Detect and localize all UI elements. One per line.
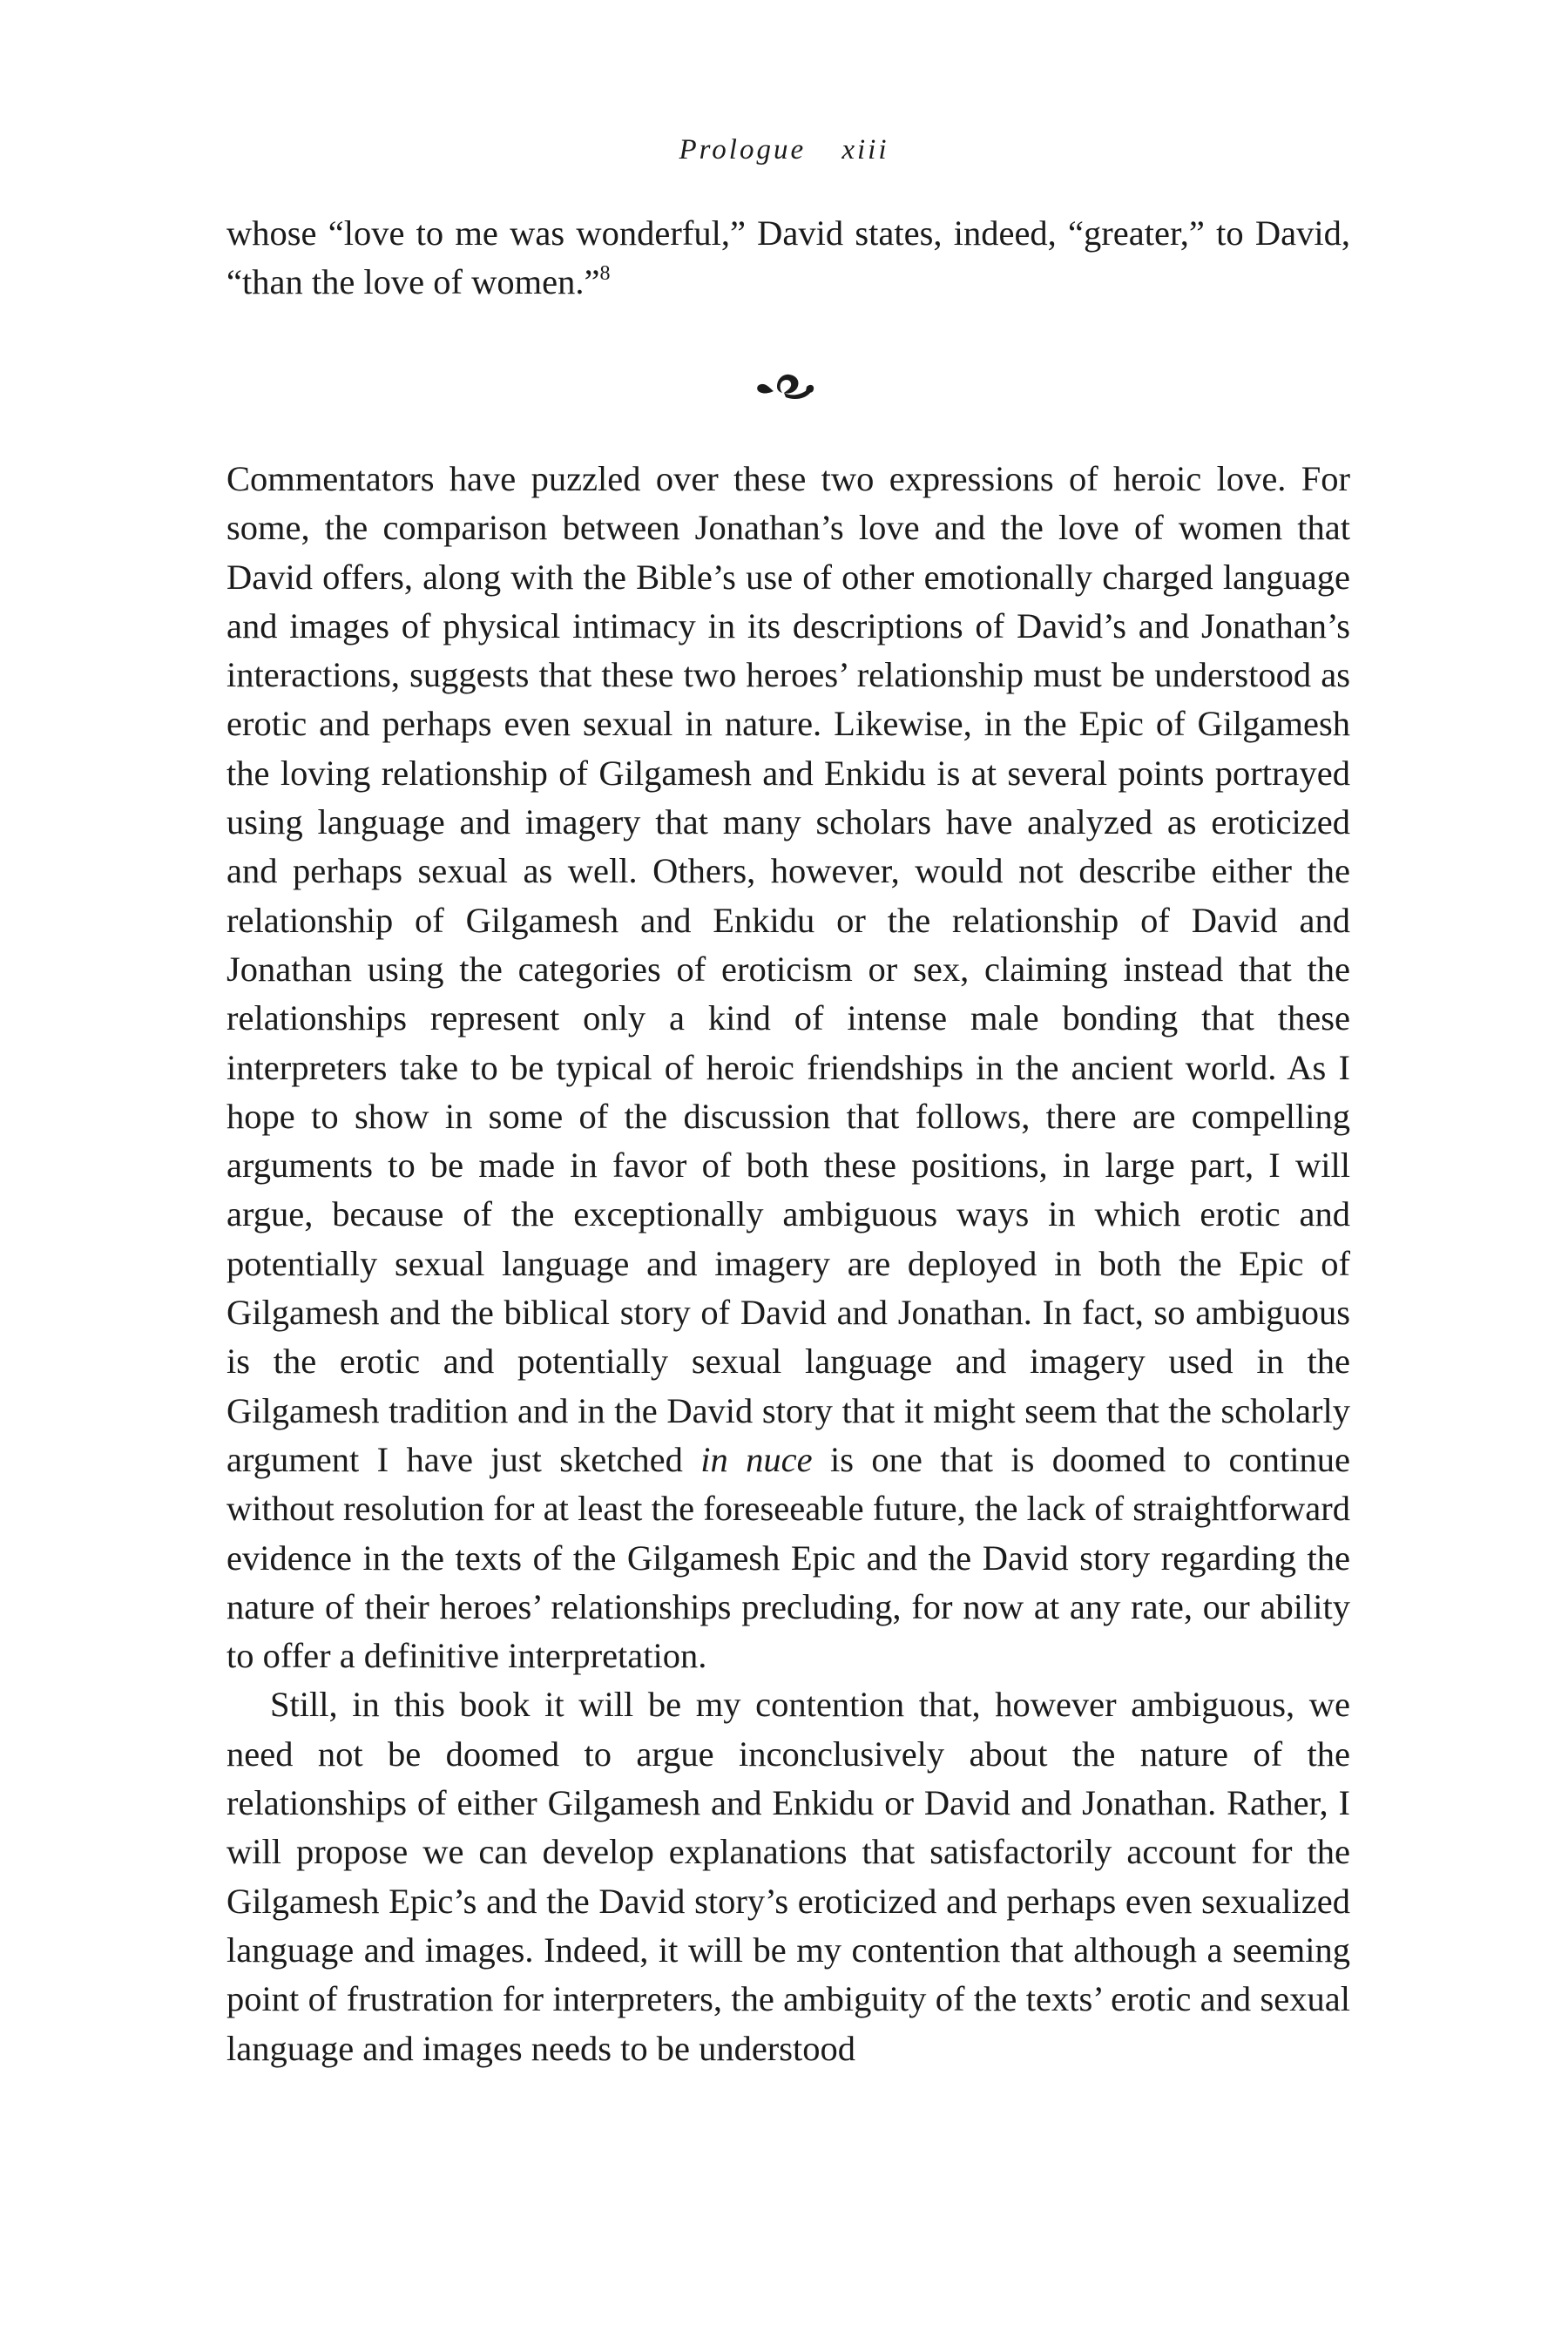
fleuron-ornament-icon [751,366,817,404]
continuation-text: whose “love to me was wonderful,” David states, indeed, “greater,” to David, “than the love of women.” [226,213,1350,302]
footnote-reference: 8 [599,262,611,286]
paragraph-2-text: Still, in this book it will be my contention that, however ambiguous, we need not be doomed to argue inconclusively about the nature of the relationships of either Gilgamesh and Enkidu or David and Jonathan. Rather, I will propose we can develop explanations that satisfactorily account for the Gilgamesh Epic’s and the David story’s eroticized and perhaps even sexualized language and images. Indeed, it will be my contention that although a seeming point of frustration for interpreters, the ambiguity of the texts’ erotic and sexual language and images needs to be understood [226,1685,1350,2068]
continuation-text-block [226,209,1350,308]
paragraph-1-text: Commentators have puzzled over these two expressions of heroic love. For some, the comparison between Jonathan’s love and the love of women that David offers, along with the Bible’s use of other emotionally charged language and images of physical intimacy in its descriptions of David’s and Jonathan’s interactions, suggests that these two heroes’ relationship must be understood as erotic and perhaps even sexual in nature. Likewise, in the Epic of Gilgamesh the loving relationship of Gilgamesh and Enkidu is at several points portrayed using language and imagery that many scholars have analyzed as eroticized and perhaps sexual as well. Others, however, would not describe either the relationship of Gilgamesh and Enkidu or the relationship of David and Jonathan using the categories of eroticism or sex, claiming instead that the relationships represent only a kind of intense male bonding that these interpreters take to be typical of heroic friendships in the ancient world. As I hope to show in some of the discussion that follows, there are compelling arguments to be made in favor of both these positions, in large part, I will argue, because of the exceptionally ambiguous ways in which erotic and potentially sexual language and imagery are deployed in both the Epic of Gilgamesh and the biblical story of David and Jonathan. In fact, so ambiguous is the erotic and potentially sexual language and imagery used in the Gilgamesh tradition and in the David story that it might seem that the scholarly argument I have just sketched [226,459,1350,1479]
continuation-paragraph [226,209,1350,308]
italic-latin-phrase: in nuce [700,1439,813,1479]
section-break [0,359,1568,411]
paragraph-1-end-text: is one that is doomed to continue without resolution for at least the foreseeable future, the lack of straightforward evidence in the texts of the Gilgamesh Epic and the David story regarding the nature of their heroes’ relationships precluding, for now at any rate, our ability to offer a definitive interpretation. [226,1439,1351,1676]
body-text-block [226,455,1350,2073]
body-paragraph-2 [226,1680,1350,2072]
page-number: xiii [841,134,889,166]
running-head [0,132,1568,167]
running-head-section: Prologue [679,134,807,166]
body-paragraph-1 [226,455,1350,1680]
